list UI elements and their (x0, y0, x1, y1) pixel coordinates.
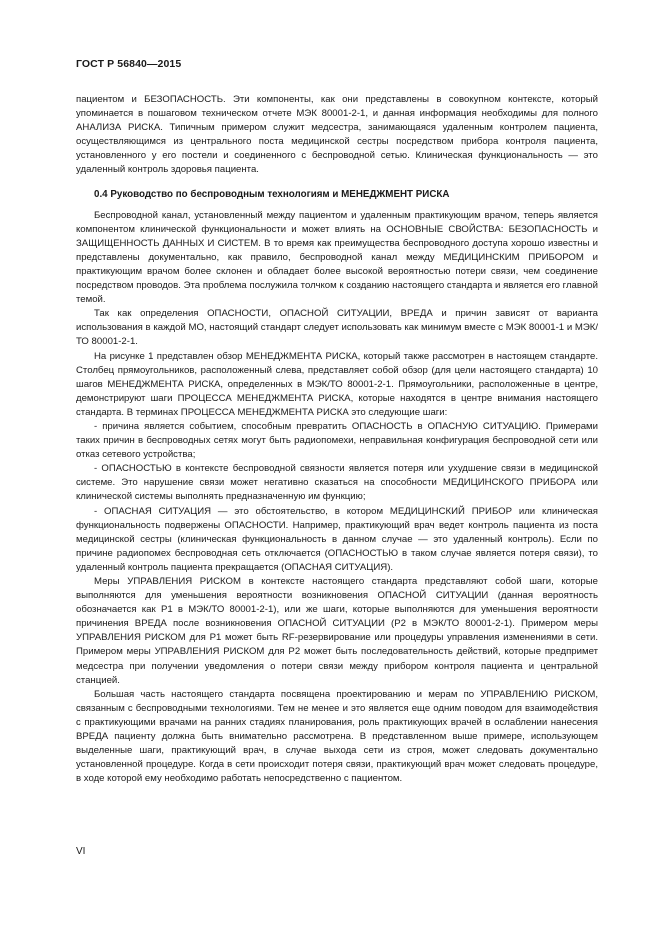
list-item-hazardous-situation: - ОПАСНАЯ СИТУАЦИЯ — это обстоятельство, в котором МЕДИЦИНСКИЙ ПРИБОР или клиническая функциональность подвержены ОПАСНОСТИ. Например, практикующий врач ведет контроль пациента из поста медицинской сестры (клиническая функциональность в данном случае — это удаленный контроль). Если по причине радиопомех беспроводная сеть отключается (ОПАСНОСТЬЮ в таком случае является потеря связи), то удаленный контроль пациента прекращается (ОПАСНАЯ СИТУАЦИЯ). (76, 505, 598, 573)
document-body (76, 93, 598, 786)
section-heading: 0.4 Руководство по беспроводным технологиям и МЕНЕДЖМЕНТ РИСКА (94, 188, 450, 200)
section-paragraph-2: Так как определения ОПАСНОСТИ, ОПАСНОЙ СИТУАЦИИ, ВРЕДА и причин зависят от варианта использования в каждой МО, настоящий стандарт следует использовать как минимум вместе с МЭК 80001-1 и МЭК/ТО 80001-2-1. (76, 308, 598, 348)
section-paragraph-risk-control: Меры УПРАВЛЕНИЯ РИСКОМ в контексте настоящего стандарта представляют собой шаги, которые выполняются для уменьшения вероятности возникновения ОПАСНОЙ СИТУАЦИИ (данная вероятность обозначается как Р1 в МЭК/ТО 80001-2-1), или же шаги, которые выполняются для уменьшения вероятности причинения ВРЕДА после возникновения ОПАСНОЙ СИТУАЦИИ (Р2 в МЭК/ТО 80001-2-1). Примером меры УПРАВЛЕНИЯ РИСКОМ для Р1 может быть RF-резервирование или процедуры управления изменениями в сети. Примером меры УПРАВЛЕНИЯ РИСКОМ для Р2 может быть последовательность действий, которые предпримет медсестра при получении уведомления о потери связи между прибором контроля пациента и центральной станцией. (76, 576, 598, 686)
list-item-hazard: - ОПАСНОСТЬЮ в контексте беспроводной связности является потеря или ухудшение связи в медицинской системе. Это нарушение связи может негативно сказаться на способности МЕДИЦИНСКОГО ПРИБОРА или клинической системы выполнять предназначенную им функцию; (76, 463, 598, 503)
section-paragraph-design: Большая часть настоящего стандарта посвящена проектированию и мерам по УПРАВЛЕНИЮ РИСКОМ, связанным с беспроводными технологиями. Тем не менее и это является еще одним поводом для взаимодействия с практикующими врачами на ранних стадиях планирования, роль практикующих врачей в ослаблении нанесения ВРЕДА пациенту должна быть внимательно рассмотрена. В представленном выше примере, использующем выделенные шаги, практикующий врач, в случае выхода сети из строя, может следовать документально установленной процедуре. Когда в сети происходит потеря связи, практикующий врач может следовать процедуре, в ходе которой ему необходимо работать непосредственно с пациентом. (76, 688, 598, 785)
section-paragraph-3: На рисунке 1 представлен обзор МЕНЕДЖМЕНТА РИСКА, который также рассмотрен в настоящем стандарте. Столбец прямоугольников, расположенный слева, представляет собой обзор (для цели настоящего стандарта) 10 шагов МЕНЕДЖМЕНТА РИСКА, определенных в МЭК/ТО 80001-2-1. Прямоугольники, расположенные в центре, демонстрируют шаги ПРОЦЕССА МЕНЕДЖМЕНТА РИСКА, которые находятся в центре внимания настоящего стандарта. В терминах ПРОЦЕССА МЕНЕДЖМЕНТА РИСКА это следующие шаги: (76, 350, 598, 418)
section-paragraph-1: Беспроводной канал, установленный между пациентом и удаленным практикующим врачом, теперь является компонентом клинической функциональности и может влиять на ОСНОВНЫЕ СВОЙСТВА: БЕЗОПАСНОСТЬ и ЗАЩИЩЕННОСТЬ ДАННЫХ И СИСТЕМ. В то время как преимущества беспроводного доступа хорошо известны и представлены документально, как правило, беспроводной канал между МЕДИЦИНСКИМ ПРИБОРОМ и практикующим врачом более склонен и обладает более высокой вероятностью потери связи, чем соединение посредством проводов. Эта проблема послужила толчком к созданию настоящего стандарта и является его главной темой. (76, 209, 598, 306)
page-number: VI (76, 846, 86, 857)
paragraph-continued: пациентом и БЕЗОПАСНОСТЬ. Эти компоненты, как они представлены в совокупном контексте, который упоминается в пошаговом техническом отчете МЭК 80001-2-1, и данная информация необходимы для полного АНАЛИЗА РИСКА. Типичным примером служит медсестра, занимающаяся удаленным контролем пациента, осуществляющимся из центрального поста медицинской сестры посредством прибора контроля пациента, установленного у его постели и соединенного с беспроводной сетью. Клиническая функциональность — это удаленный контроль здоровья пациента. (76, 94, 598, 176)
list-item-cause: - причина является событием, способным превратить ОПАСНОСТЬ в ОПАСНУЮ СИТУАЦИЮ. Примерами таких причин в беспроводных сетях могут быть радиопомехи, неправильная конфигурация беспроводной сети или отказ сетевого устройства; (76, 420, 598, 461)
document-header: ГОСТ Р 56840—2015 (76, 58, 182, 70)
